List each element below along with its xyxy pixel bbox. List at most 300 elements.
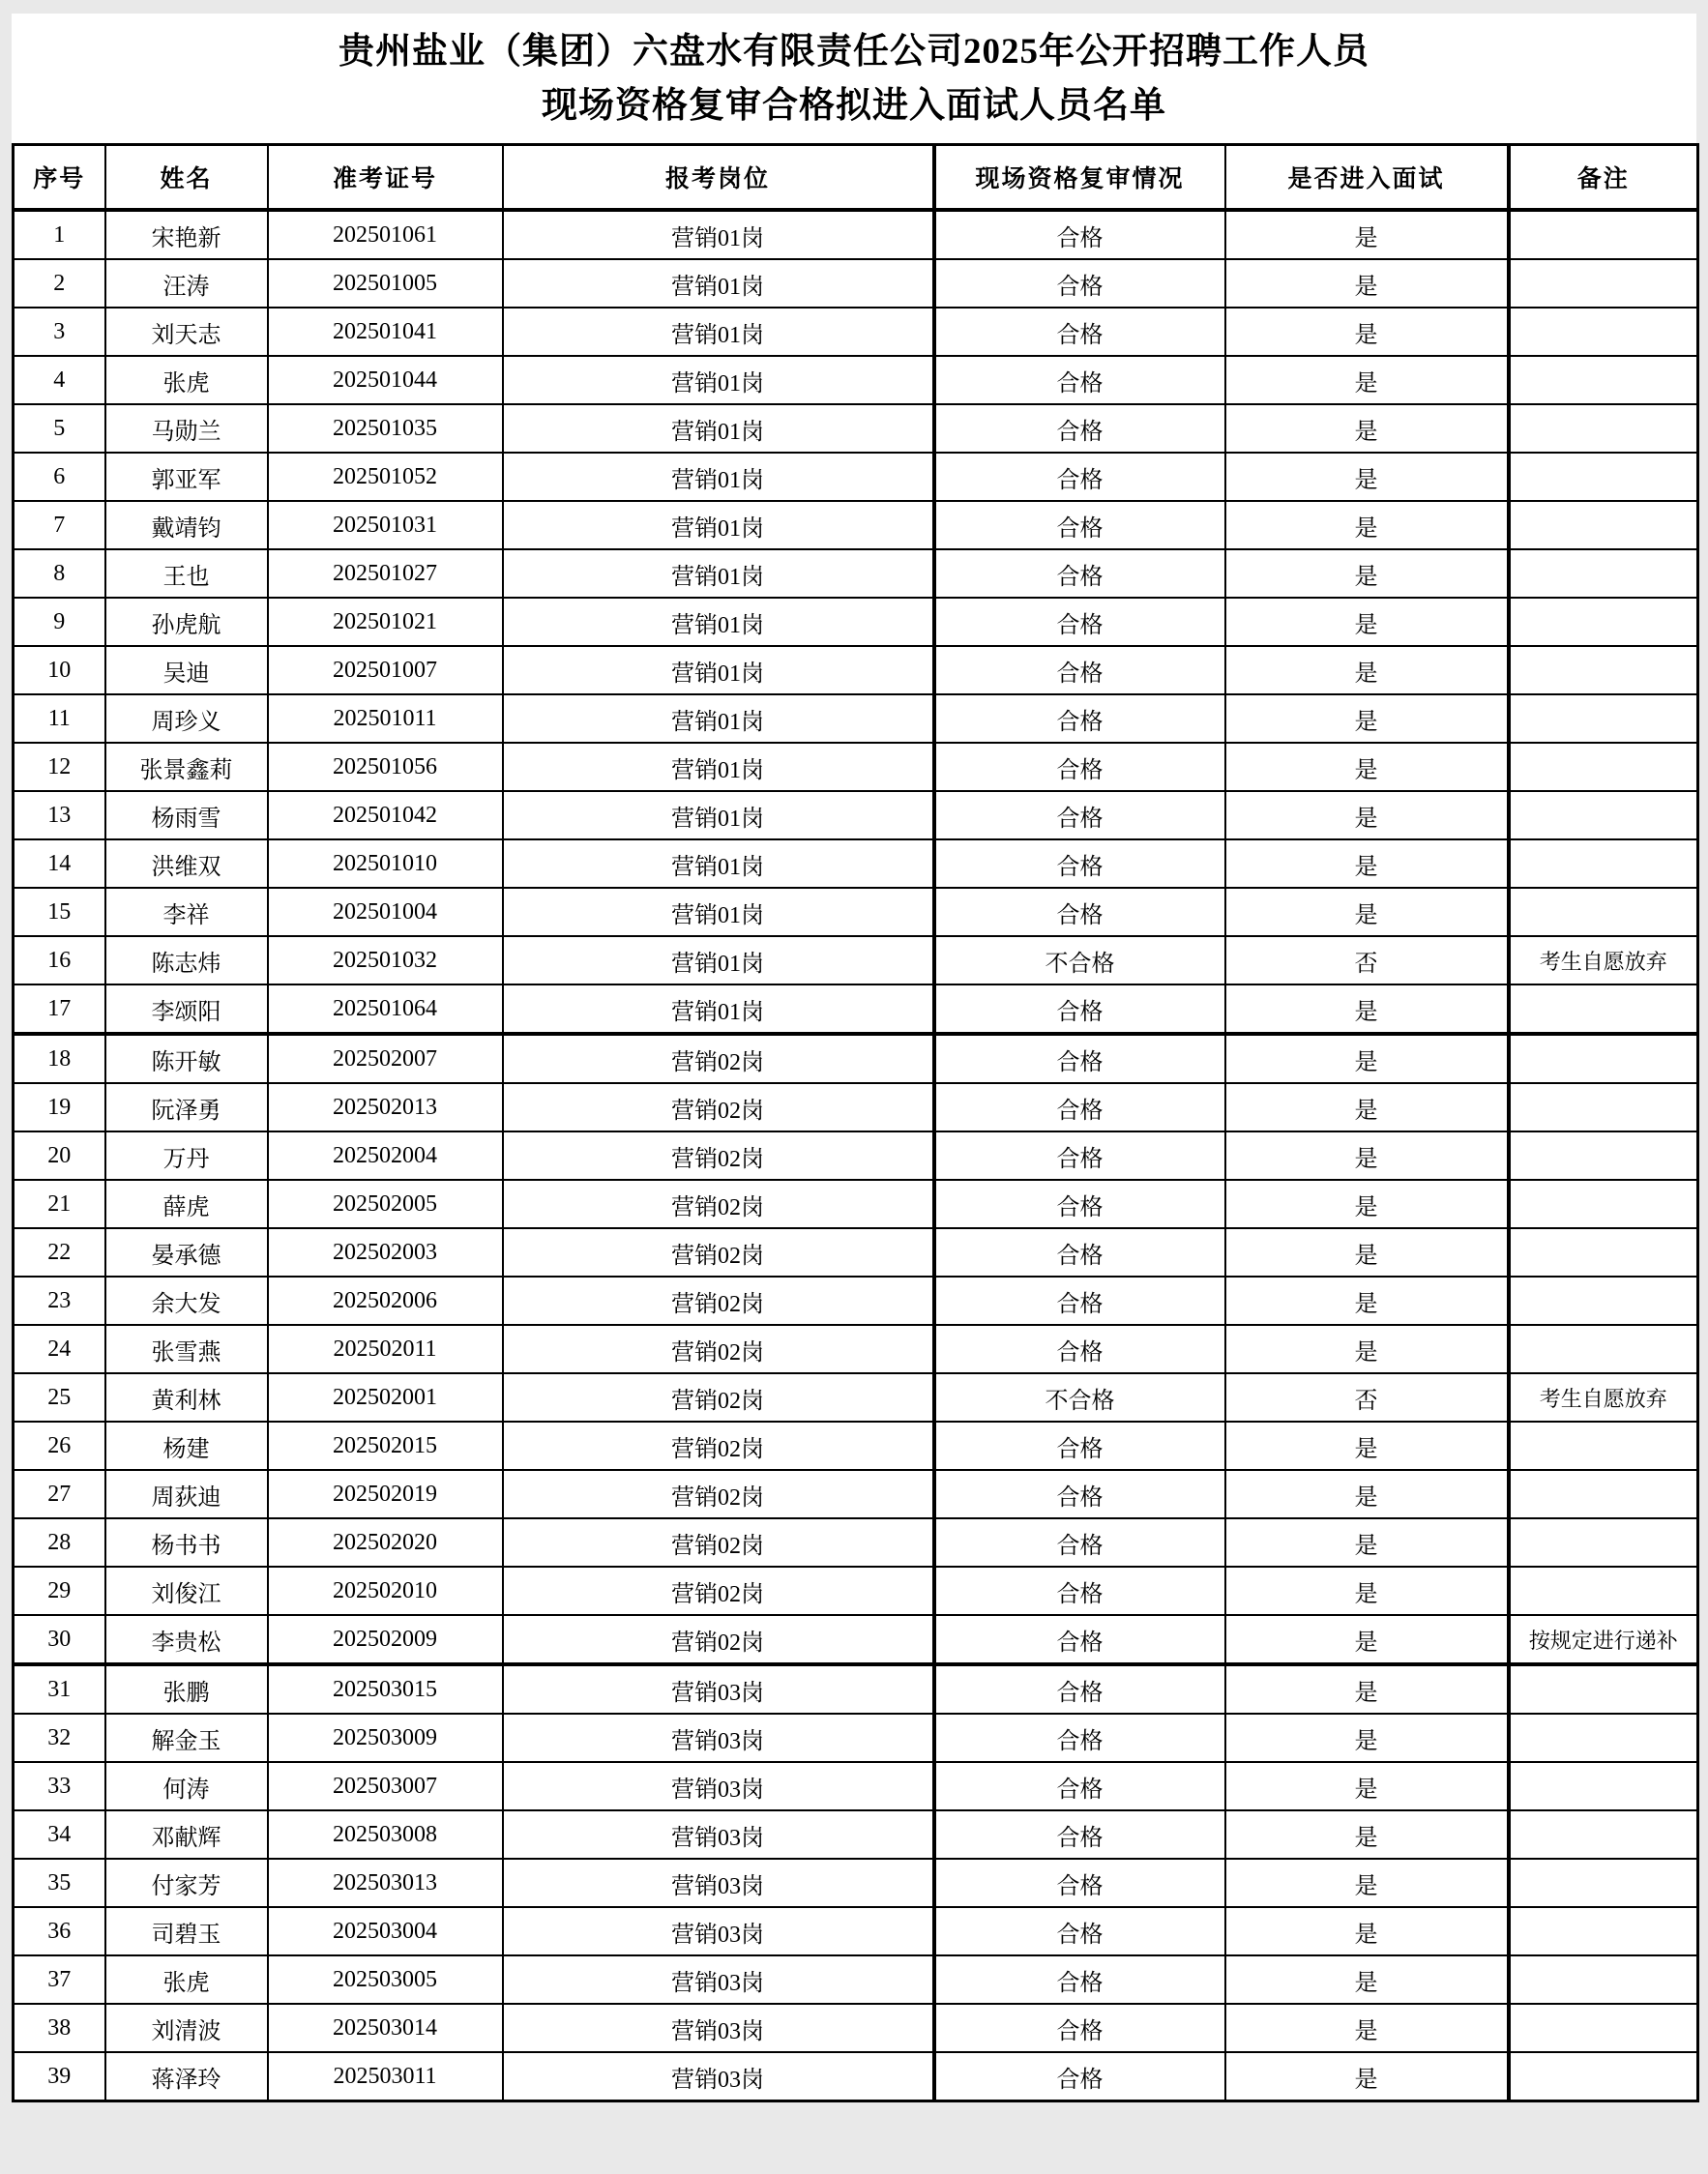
cell-enter-interview: 是 (1225, 2004, 1509, 2052)
cell-ticket-number: 202501042 (268, 791, 503, 839)
cell-name: 薛虎 (105, 1180, 268, 1228)
cell-review-result: 合格 (934, 1955, 1225, 2004)
cell-review-result: 合格 (934, 888, 1225, 936)
sheet (12, 14, 1696, 2102)
cell-enter-interview: 是 (1225, 356, 1509, 404)
cell-enter-interview: 是 (1225, 1615, 1509, 1664)
cell-enter-interview: 是 (1225, 1907, 1509, 1955)
table-row (14, 888, 1698, 936)
cell-ticket-number: 202502020 (268, 1518, 503, 1567)
cell-name: 蒋泽玲 (105, 2052, 268, 2101)
cell-review-result: 合格 (934, 453, 1225, 501)
cell-position: 营销01岗 (503, 598, 934, 646)
cell-serial-number: 28 (14, 1518, 105, 1567)
cell-remark (1509, 259, 1698, 308)
cell-review-result: 合格 (934, 1714, 1225, 1762)
cell-serial-number: 23 (14, 1277, 105, 1325)
cell-remark (1509, 2052, 1698, 2101)
cell-name: 陈开敏 (105, 1034, 268, 1083)
cell-enter-interview: 否 (1225, 936, 1509, 984)
cell-position: 营销02岗 (503, 1470, 934, 1518)
cell-position: 营销01岗 (503, 453, 934, 501)
cell-remark (1509, 791, 1698, 839)
cell-name: 李颂阳 (105, 984, 268, 1034)
cell-name: 杨雨雪 (105, 791, 268, 839)
cell-remark (1509, 888, 1698, 936)
cell-serial-number: 37 (14, 1955, 105, 2004)
cell-enter-interview: 是 (1225, 453, 1509, 501)
header-remark: 备注 (1509, 145, 1698, 211)
table-row (14, 1955, 1698, 2004)
table-row (14, 453, 1698, 501)
cell-serial-number: 16 (14, 936, 105, 984)
header-ticket-number: 准考证号 (268, 145, 503, 211)
cell-review-result: 合格 (934, 694, 1225, 743)
cell-ticket-number: 202502009 (268, 1615, 503, 1664)
cell-name: 付家芳 (105, 1859, 268, 1907)
cell-name: 宋艳新 (105, 210, 268, 259)
table-row (14, 210, 1698, 259)
table-row (14, 984, 1698, 1034)
cell-remark: 考生自愿放弃 (1509, 936, 1698, 984)
cell-ticket-number: 202501035 (268, 404, 503, 453)
cell-serial-number: 12 (14, 743, 105, 791)
cell-serial-number: 18 (14, 1034, 105, 1083)
header-review-result: 现场资格复审情况 (934, 145, 1225, 211)
table-row (14, 501, 1698, 549)
cell-ticket-number: 202502003 (268, 1228, 503, 1277)
cell-serial-number: 22 (14, 1228, 105, 1277)
cell-serial-number: 9 (14, 598, 105, 646)
cell-position: 营销03岗 (503, 1907, 934, 1955)
cell-serial-number: 33 (14, 1762, 105, 1810)
cell-remark (1509, 356, 1698, 404)
cell-review-result: 合格 (934, 1907, 1225, 1955)
cell-position: 营销03岗 (503, 2004, 934, 2052)
cell-enter-interview: 是 (1225, 1664, 1509, 1714)
table-row (14, 1615, 1698, 1664)
cell-ticket-number: 202503014 (268, 2004, 503, 2052)
cell-name: 吴迪 (105, 646, 268, 694)
table-body (14, 210, 1698, 2101)
cell-position: 营销02岗 (503, 1518, 934, 1567)
cell-enter-interview: 是 (1225, 646, 1509, 694)
cell-enter-interview: 是 (1225, 694, 1509, 743)
cell-position: 营销03岗 (503, 1762, 934, 1810)
cell-ticket-number: 202502001 (268, 1373, 503, 1422)
cell-position: 营销01岗 (503, 549, 934, 598)
cell-serial-number: 26 (14, 1422, 105, 1470)
cell-remark (1509, 1228, 1698, 1277)
cell-remark (1509, 2004, 1698, 2052)
cell-serial-number: 15 (14, 888, 105, 936)
table-row (14, 308, 1698, 356)
cell-name: 汪涛 (105, 259, 268, 308)
cell-enter-interview: 是 (1225, 1762, 1509, 1810)
cell-review-result: 合格 (934, 1615, 1225, 1664)
cell-serial-number: 6 (14, 453, 105, 501)
cell-name: 张虎 (105, 356, 268, 404)
cell-review-result: 合格 (934, 501, 1225, 549)
cell-remark (1509, 1664, 1698, 1714)
cell-serial-number: 11 (14, 694, 105, 743)
cell-name: 晏承德 (105, 1228, 268, 1277)
cell-serial-number: 2 (14, 259, 105, 308)
cell-ticket-number: 202501021 (268, 598, 503, 646)
cell-serial-number: 24 (14, 1325, 105, 1373)
cell-serial-number: 13 (14, 791, 105, 839)
cell-review-result: 合格 (934, 1422, 1225, 1470)
cell-remark (1509, 1907, 1698, 1955)
cell-review-result: 合格 (934, 1859, 1225, 1907)
cell-name: 刘俊江 (105, 1567, 268, 1615)
cell-name: 阮泽勇 (105, 1083, 268, 1131)
cell-ticket-number: 202503008 (268, 1810, 503, 1859)
cell-name: 洪维双 (105, 839, 268, 888)
cell-enter-interview: 是 (1225, 1567, 1509, 1615)
cell-position: 营销02岗 (503, 1034, 934, 1083)
cell-serial-number: 17 (14, 984, 105, 1034)
table-row (14, 1810, 1698, 1859)
cell-name: 李祥 (105, 888, 268, 936)
cell-position: 营销01岗 (503, 694, 934, 743)
cell-review-result: 合格 (934, 1180, 1225, 1228)
cell-review-result: 合格 (934, 984, 1225, 1034)
cell-position: 营销01岗 (503, 984, 934, 1034)
cell-ticket-number: 202502004 (268, 1131, 503, 1180)
cell-enter-interview: 是 (1225, 598, 1509, 646)
cell-remark (1509, 1714, 1698, 1762)
cell-position: 营销03岗 (503, 1859, 934, 1907)
cell-remark (1509, 210, 1698, 259)
table-row (14, 2004, 1698, 2052)
cell-name: 周珍义 (105, 694, 268, 743)
cell-remark (1509, 839, 1698, 888)
header-enter-interview: 是否进入面试 (1225, 145, 1509, 211)
cell-review-result: 合格 (934, 646, 1225, 694)
cell-review-result: 合格 (934, 259, 1225, 308)
cell-ticket-number: 202503013 (268, 1859, 503, 1907)
cell-ticket-number: 202503004 (268, 1907, 503, 1955)
cell-review-result: 合格 (934, 1228, 1225, 1277)
cell-ticket-number: 202501027 (268, 549, 503, 598)
cell-name: 王也 (105, 549, 268, 598)
cell-remark (1509, 308, 1698, 356)
cell-serial-number: 35 (14, 1859, 105, 1907)
cell-ticket-number: 202501010 (268, 839, 503, 888)
cell-position: 营销01岗 (503, 743, 934, 791)
cell-enter-interview: 是 (1225, 1131, 1509, 1180)
cell-ticket-number: 202501007 (268, 646, 503, 694)
cell-name: 张鹏 (105, 1664, 268, 1714)
title-line-1: 贵州盐业（集团）六盘水有限责任公司2025年公开招聘工作人员 (339, 32, 1369, 72)
cell-serial-number: 31 (14, 1664, 105, 1714)
table-row (14, 1664, 1698, 1714)
cell-serial-number: 21 (14, 1180, 105, 1228)
header-serial-number: 序号 (14, 145, 105, 211)
cell-serial-number: 34 (14, 1810, 105, 1859)
cell-remark (1509, 984, 1698, 1034)
cell-ticket-number: 202502006 (268, 1277, 503, 1325)
cell-name: 周荻迪 (105, 1470, 268, 1518)
table-row (14, 1518, 1698, 1567)
cell-position: 营销02岗 (503, 1083, 934, 1131)
cell-remark (1509, 1859, 1698, 1907)
cell-remark (1509, 404, 1698, 453)
cell-position: 营销01岗 (503, 308, 934, 356)
table-row (14, 598, 1698, 646)
cell-remark (1509, 501, 1698, 549)
cell-position: 营销01岗 (503, 210, 934, 259)
cell-remark (1509, 743, 1698, 791)
cell-enter-interview: 是 (1225, 501, 1509, 549)
cell-position: 营销01岗 (503, 501, 934, 549)
table-row (14, 1228, 1698, 1277)
cell-name: 何涛 (105, 1762, 268, 1810)
cell-position: 营销02岗 (503, 1277, 934, 1325)
cell-serial-number: 8 (14, 549, 105, 598)
cell-position: 营销01岗 (503, 404, 934, 453)
table-row (14, 1373, 1698, 1422)
cell-remark (1509, 1470, 1698, 1518)
table-row (14, 404, 1698, 453)
cell-ticket-number: 202501041 (268, 308, 503, 356)
cell-enter-interview: 是 (1225, 984, 1509, 1034)
cell-enter-interview: 是 (1225, 839, 1509, 888)
cell-name: 杨建 (105, 1422, 268, 1470)
cell-enter-interview: 是 (1225, 210, 1509, 259)
table-row (14, 839, 1698, 888)
cell-name: 黄利林 (105, 1373, 268, 1422)
cell-remark (1509, 1810, 1698, 1859)
cell-review-result: 不合格 (934, 936, 1225, 984)
cell-ticket-number: 202502011 (268, 1325, 503, 1373)
cell-position: 营销02岗 (503, 1422, 934, 1470)
cell-enter-interview: 是 (1225, 1955, 1509, 2004)
cell-position: 营销02岗 (503, 1180, 934, 1228)
cell-name: 郭亚军 (105, 453, 268, 501)
cell-position: 营销01岗 (503, 839, 934, 888)
cell-remark (1509, 1083, 1698, 1131)
cell-remark (1509, 1180, 1698, 1228)
cell-serial-number: 38 (14, 2004, 105, 2052)
cell-enter-interview: 是 (1225, 1518, 1509, 1567)
cell-enter-interview: 否 (1225, 1373, 1509, 1422)
cell-review-result: 合格 (934, 1083, 1225, 1131)
cell-review-result: 合格 (934, 1810, 1225, 1859)
cell-remark: 按规定进行递补 (1509, 1615, 1698, 1664)
cell-position: 营销01岗 (503, 259, 934, 308)
cell-enter-interview: 是 (1225, 888, 1509, 936)
cell-ticket-number: 202501032 (268, 936, 503, 984)
cell-name: 刘清波 (105, 2004, 268, 2052)
cell-enter-interview: 是 (1225, 549, 1509, 598)
cell-name: 张雪燕 (105, 1325, 268, 1373)
cell-name: 邓献辉 (105, 1810, 268, 1859)
cell-remark (1509, 1325, 1698, 1373)
table-row (14, 1859, 1698, 1907)
cell-name: 司碧玉 (105, 1907, 268, 1955)
cell-position: 营销02岗 (503, 1373, 934, 1422)
cell-serial-number: 36 (14, 1907, 105, 1955)
cell-ticket-number: 202501064 (268, 984, 503, 1034)
cell-ticket-number: 202503005 (268, 1955, 503, 2004)
cell-ticket-number: 202501005 (268, 259, 503, 308)
cell-name: 张景鑫莉 (105, 743, 268, 791)
header-position: 报考岗位 (503, 145, 934, 211)
cell-enter-interview: 是 (1225, 1180, 1509, 1228)
table-row (14, 1567, 1698, 1615)
cell-name: 张虎 (105, 1955, 268, 2004)
cell-position: 营销02岗 (503, 1567, 934, 1615)
cell-serial-number: 25 (14, 1373, 105, 1422)
cell-enter-interview: 是 (1225, 743, 1509, 791)
cell-serial-number: 1 (14, 210, 105, 259)
cell-position: 营销03岗 (503, 1810, 934, 1859)
table-row (14, 791, 1698, 839)
cell-remark (1509, 1277, 1698, 1325)
table-row (14, 1714, 1698, 1762)
cell-review-result: 合格 (934, 1762, 1225, 1810)
cell-position: 营销03岗 (503, 1714, 934, 1762)
cell-ticket-number: 202501056 (268, 743, 503, 791)
cell-enter-interview: 是 (1225, 791, 1509, 839)
table-header-row (14, 145, 1698, 211)
cell-enter-interview: 是 (1225, 1277, 1509, 1325)
cell-ticket-number: 202502010 (268, 1567, 503, 1615)
cell-name: 余大发 (105, 1277, 268, 1325)
cell-ticket-number: 202502007 (268, 1034, 503, 1083)
cell-position: 营销01岗 (503, 888, 934, 936)
cell-remark (1509, 1034, 1698, 1083)
table-row (14, 1277, 1698, 1325)
cell-remark (1509, 694, 1698, 743)
table-row (14, 1180, 1698, 1228)
cell-remark (1509, 1131, 1698, 1180)
cell-ticket-number: 202502005 (268, 1180, 503, 1228)
cell-name: 李贵松 (105, 1615, 268, 1664)
cell-enter-interview: 是 (1225, 404, 1509, 453)
cell-enter-interview: 是 (1225, 1228, 1509, 1277)
cell-review-result: 不合格 (934, 1373, 1225, 1422)
cell-serial-number: 32 (14, 1714, 105, 1762)
table-row (14, 936, 1698, 984)
cell-serial-number: 7 (14, 501, 105, 549)
cell-position: 营销02岗 (503, 1131, 934, 1180)
cell-ticket-number: 202503011 (268, 2052, 503, 2101)
table-row (14, 1034, 1698, 1083)
cell-enter-interview: 是 (1225, 1470, 1509, 1518)
cell-position: 营销03岗 (503, 1664, 934, 1714)
cell-review-result: 合格 (934, 1664, 1225, 1714)
table-row (14, 1422, 1698, 1470)
cell-serial-number: 4 (14, 356, 105, 404)
cell-name: 万丹 (105, 1131, 268, 1180)
table-row (14, 1907, 1698, 1955)
candidate-roster-table (12, 143, 1699, 2102)
cell-ticket-number: 202502015 (268, 1422, 503, 1470)
cell-enter-interview: 是 (1225, 259, 1509, 308)
cell-position: 营销02岗 (503, 1615, 934, 1664)
cell-review-result: 合格 (934, 1518, 1225, 1567)
cell-serial-number: 20 (14, 1131, 105, 1180)
cell-enter-interview: 是 (1225, 308, 1509, 356)
cell-review-result: 合格 (934, 1034, 1225, 1083)
cell-enter-interview: 是 (1225, 1034, 1509, 1083)
cell-enter-interview: 是 (1225, 1083, 1509, 1131)
cell-remark (1509, 1518, 1698, 1567)
cell-review-result: 合格 (934, 356, 1225, 404)
cell-name: 马勋兰 (105, 404, 268, 453)
cell-serial-number: 19 (14, 1083, 105, 1131)
cell-ticket-number: 202501004 (268, 888, 503, 936)
cell-remark (1509, 598, 1698, 646)
cell-serial-number: 29 (14, 1567, 105, 1615)
cell-remark: 考生自愿放弃 (1509, 1373, 1698, 1422)
cell-enter-interview: 是 (1225, 1714, 1509, 1762)
cell-review-result: 合格 (934, 1470, 1225, 1518)
table-row (14, 1325, 1698, 1373)
cell-review-result: 合格 (934, 743, 1225, 791)
cell-position: 营销01岗 (503, 646, 934, 694)
cell-serial-number: 5 (14, 404, 105, 453)
table-row (14, 549, 1698, 598)
cell-remark (1509, 549, 1698, 598)
cell-ticket-number: 202503015 (268, 1664, 503, 1714)
cell-review-result: 合格 (934, 308, 1225, 356)
cell-ticket-number: 202501031 (268, 501, 503, 549)
cell-remark (1509, 1422, 1698, 1470)
cell-ticket-number: 202502013 (268, 1083, 503, 1131)
cell-ticket-number: 202502019 (268, 1470, 503, 1518)
cell-serial-number: 3 (14, 308, 105, 356)
cell-review-result: 合格 (934, 598, 1225, 646)
table-row (14, 259, 1698, 308)
cell-review-result: 合格 (934, 1277, 1225, 1325)
cell-review-result: 合格 (934, 839, 1225, 888)
cell-review-result: 合格 (934, 404, 1225, 453)
cell-remark (1509, 453, 1698, 501)
cell-remark (1509, 646, 1698, 694)
table-row (14, 1083, 1698, 1131)
cell-name: 刘天志 (105, 308, 268, 356)
table-row (14, 1131, 1698, 1180)
cell-enter-interview: 是 (1225, 1325, 1509, 1373)
cell-serial-number: 39 (14, 2052, 105, 2101)
cell-enter-interview: 是 (1225, 1859, 1509, 1907)
cell-serial-number: 27 (14, 1470, 105, 1518)
cell-position: 营销01岗 (503, 356, 934, 404)
cell-review-result: 合格 (934, 549, 1225, 598)
cell-serial-number: 14 (14, 839, 105, 888)
cell-ticket-number: 202501052 (268, 453, 503, 501)
cell-review-result: 合格 (934, 210, 1225, 259)
cell-position: 营销01岗 (503, 791, 934, 839)
cell-enter-interview: 是 (1225, 1810, 1509, 1859)
cell-name: 陈志炜 (105, 936, 268, 984)
cell-name: 戴靖钧 (105, 501, 268, 549)
cell-review-result: 合格 (934, 1325, 1225, 1373)
cell-remark (1509, 1567, 1698, 1615)
header-name: 姓名 (105, 145, 268, 211)
cell-name: 杨书书 (105, 1518, 268, 1567)
cell-serial-number: 10 (14, 646, 105, 694)
table-row (14, 2052, 1698, 2101)
table-row (14, 646, 1698, 694)
cell-review-result: 合格 (934, 1131, 1225, 1180)
cell-ticket-number: 202503007 (268, 1762, 503, 1810)
cell-name: 解金玉 (105, 1714, 268, 1762)
